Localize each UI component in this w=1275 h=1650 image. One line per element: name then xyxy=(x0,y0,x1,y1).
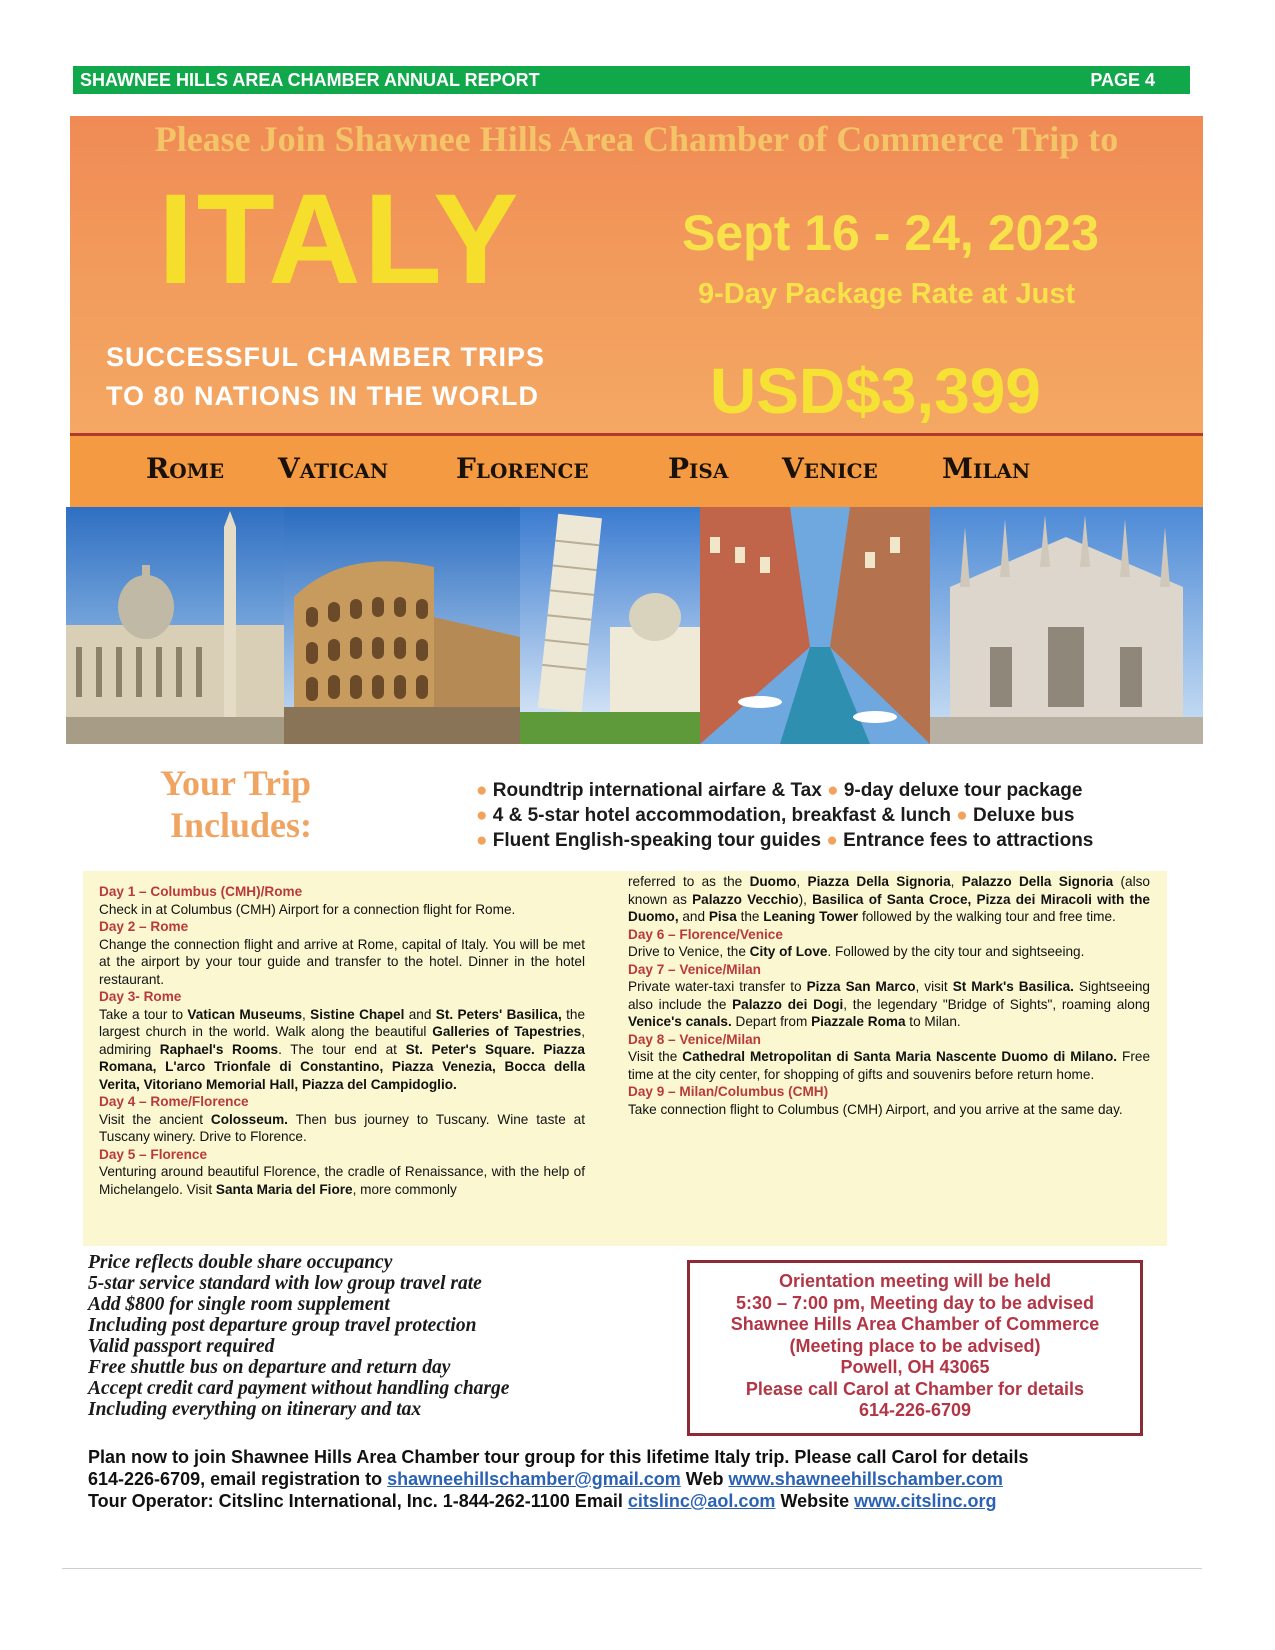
day-title: Day 3- Rome xyxy=(99,989,182,1004)
cta-line-2: 614-226-6709, email registration to shawneehillschamber@gmail.com Web www.shawneehillschamber.com xyxy=(88,1469,1003,1489)
orientation-line: Shawnee Hills Area Chamber of Commerce xyxy=(730,1314,1100,1334)
orientation-line: Powell, OH 43065 xyxy=(840,1357,990,1377)
operator-website-link[interactable]: www.citslinc.org xyxy=(854,1491,997,1511)
trip-price: USD$3,399 xyxy=(710,355,1041,427)
orientation-line: Orientation meeting will be held xyxy=(778,1271,1052,1291)
orientation-line: Please call Carol at Chamber for details xyxy=(745,1378,1085,1399)
chamber-website-link[interactable]: www.shawneehillschamber.com xyxy=(728,1469,1003,1489)
day-text: Visit the ancient Colosseum. Then bus journey to Tuscany. Wine taste at Tuscany winery. Drive to Florence. xyxy=(99,1111,585,1144)
leaning-tower-photo xyxy=(520,507,700,744)
note-line: Valid passport required xyxy=(88,1336,275,1357)
include-item: Deluxe bus xyxy=(973,805,1075,826)
cta-line-1: Plan now to join Shawnee Hills Area Chamber tour group for this lifetime Italy trip. Please call Carol for details xyxy=(88,1447,1029,1467)
day-text: Visit the Cathedral Metropolitan di Santa Maria Nascente Duomo di Milano. Free time at the city center, for shopping of gifts and souvenirs before return home. xyxy=(628,1049,1150,1082)
includes-title-line-2: Includes: xyxy=(170,805,313,845)
orientation-meeting-box xyxy=(687,1260,1143,1436)
city-rome: Rome xyxy=(146,452,225,485)
note-line: Price reflects double share occupancy xyxy=(88,1252,393,1273)
note-line: Add $800 for single room supplement xyxy=(88,1294,390,1315)
report-header-bar xyxy=(73,66,1190,94)
day-title: Day 7 – Venice/Milan xyxy=(628,961,761,977)
note-line: Free shuttle bus on departure and return day xyxy=(88,1357,451,1378)
note-line: Including everything on itinerary and tax xyxy=(88,1399,422,1420)
st-peters-basilica-photo xyxy=(66,507,284,744)
cta-line-3: Tour Operator: Citslinc International, Inc. 1-844-262-1100 Email citslinc@aol.com Website www.citslinc.org xyxy=(88,1491,997,1511)
city-vatican: Vatican xyxy=(278,452,389,485)
includes-title-line-1: Your Trip xyxy=(160,763,312,803)
include-item: Entrance fees to attractions xyxy=(843,830,1094,851)
call-to-action xyxy=(88,1446,1029,1512)
itinerary-left-column xyxy=(99,883,585,1198)
venice-canal-photo xyxy=(700,507,930,744)
bullet-icon: ● xyxy=(476,780,493,801)
country-title: ITALY xyxy=(158,168,522,311)
day-text: Drive to Venice, the City of Love. Followed by the city tour and sightseeing. xyxy=(628,944,1085,959)
chamber-email-link[interactable]: shawneehillschamber@gmail.com xyxy=(387,1469,681,1489)
day-title: Day 1 – Columbus (CMH)/Rome xyxy=(99,884,303,899)
day-text: Take connection flight to Columbus (CMH) Airport, and you arrive at the same day. xyxy=(628,1101,1123,1117)
note-line: 5-star service standard with low group travel rate xyxy=(88,1273,482,1294)
include-item: 4 & 5-star hotel accommodation, breakfast & lunch xyxy=(492,805,951,826)
footer-divider xyxy=(62,1568,1202,1569)
package-rate-label: 9-Day Package Rate at Just xyxy=(698,278,1076,310)
colosseum-photo xyxy=(284,507,520,744)
note-line: Including post departure group travel protection xyxy=(88,1315,477,1336)
bullet-icon: ● xyxy=(476,805,493,826)
day-title: Day 5 – Florence xyxy=(99,1146,208,1162)
day-text: Private water-taxi transfer to Pizza San Marco, visit St Mark's Basilica. Sightseeing also include the Palazzo dei Dogi, the legendary "Bridge of Sights", roaming along Venice's canals. Depart from Piazzale Roma to Milan. xyxy=(628,979,1150,1029)
report-title: SHAWNEE HILLS AREA CHAMBER ANNUAL REPORT xyxy=(80,70,540,90)
include-item: Roundtrip international airfare & Tax xyxy=(492,780,822,801)
bullet-icon: ● xyxy=(956,805,974,826)
includes-row-3 xyxy=(476,830,1093,852)
city-strip xyxy=(70,433,1203,518)
successful-trips-line-1: SUCCESSFUL CHAMBER TRIPS xyxy=(106,342,546,372)
include-item: 9-day deluxe tour package xyxy=(843,780,1083,801)
trip-banner xyxy=(70,116,1203,433)
day-title: Day 4 – Rome/Florence xyxy=(99,1094,249,1109)
day-text: Check in at Columbus (CMH) Airport for a connection flight for Rome. xyxy=(99,901,516,917)
trip-dates: Sept 16 - 24, 2023 xyxy=(682,205,1099,261)
includes-row-2 xyxy=(476,805,1074,827)
successful-trips-line-2: TO 80 NATIONS IN THE WORLD xyxy=(106,381,540,411)
orientation-line: 5:30 – 7:00 pm, Meeting day to be advised xyxy=(735,1292,1095,1313)
bullet-icon: ● xyxy=(476,830,493,851)
day-title: Day 8 – Venice/Milan xyxy=(628,1031,761,1047)
milan-cathedral-photo xyxy=(930,507,1203,744)
city-pisa: Pisa xyxy=(668,452,729,485)
city-venice: Venice xyxy=(782,452,878,485)
day-text: referred to as the Duomo, Piazza Della Signoria, Palazzo Della Signoria (also known as Palazzo Vecchio), Basilica of Santa Croce, Pizza dei Miracoli with the Duomo, and Pisa the Leaning Tower followed by the walking tour and free time. xyxy=(628,874,1150,924)
include-item: Fluent English-speaking tour guides xyxy=(492,830,822,851)
invite-heading: Please Join Shawnee Hills Area Chamber of Commerce Trip to xyxy=(154,119,1119,159)
orientation-phone: 614-226-6709 xyxy=(858,1400,972,1420)
orientation-line: (Meeting place to be advised) xyxy=(789,1335,1041,1356)
price-notes xyxy=(88,1252,509,1420)
day-text: Take a tour to Vatican Museums, Sistine Chapel and St. Peters' Basilica, the largest church in the world. Walk along the beautiful Galleries of Tapestries, admiring Raphael's Rooms. The tour end at St. Peter's Square. Piazza Romana, L'arco Trionfale di Constantino, Piazza Venezia, Bocca della Verita, Vitoriano Memorial Hall, Piazza del Campidoglio. xyxy=(99,1006,586,1092)
itinerary-box xyxy=(83,871,1167,1246)
includes-row-1 xyxy=(476,780,1083,802)
day-title: Day 2 – Rome xyxy=(99,919,189,934)
note-line: Accept credit card payment without handling charge xyxy=(88,1378,510,1399)
landmark-photo-strip xyxy=(66,507,1203,744)
bullet-icon: ● xyxy=(827,780,844,801)
day-text: Change the connection flight and arrive at Rome, capital of Italy. You will be met at the airport by your tour guide and transfer to the hotel. Dinner in the hotel restaurant. xyxy=(99,936,585,987)
city-florence: Florence xyxy=(456,452,589,485)
city-milan: Milan xyxy=(942,452,1031,485)
day-text: Venturing around beautiful Florence, the cradle of Renaissance, with the help of Michelangelo. Visit Santa Maria del Fiore, more commonly xyxy=(99,1164,585,1197)
bullet-icon: ● xyxy=(826,830,844,851)
operator-email-link[interactable]: citslinc@aol.com xyxy=(627,1491,776,1511)
day-title: Day 6 – Florence/Venice xyxy=(628,926,783,942)
itinerary-right-column xyxy=(628,873,1150,1118)
day-title: Day 9 – Milan/Columbus (CMH) xyxy=(628,1084,829,1099)
page-number: PAGE 4 xyxy=(1090,70,1155,90)
